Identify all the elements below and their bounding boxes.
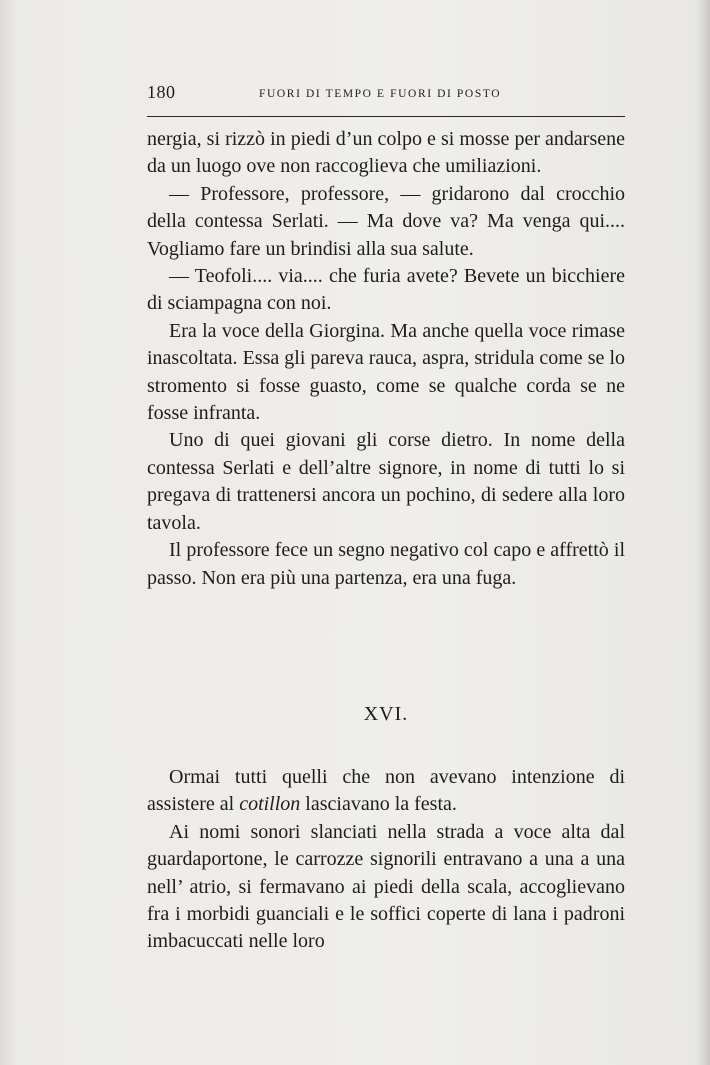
- header-rule: [147, 116, 625, 117]
- text-block-top: [147, 126, 625, 592]
- running-title: FUORI DI TEMPO E FUORI DI POSTO: [259, 88, 502, 100]
- paragraph: nergia, si rizzò in piedi d’un colpo e si mosse per andarsene da un luogo ove non raccoglieva che umiliazioni.: [147, 128, 625, 178]
- paragraph: Era la voce della Giorgina. Ma anche quella voce rimase inascoltata. Essa gli pareva rauca, aspra, stridula come se lo stromento si fosse guasto, come se qualche corda se ne fosse infranta.: [147, 319, 625, 425]
- chapter-heading: XVI.: [363, 703, 409, 725]
- paragraph: — Teofoli.... via.... che furia avete? Bevete un bicchiere di sciampagna con noi.: [147, 265, 625, 315]
- paragraph: Ai nomi sonori slanciati nella strada a voce alta dal guardaportone, le carrozze signorili entravano a una a una nell’ atrio, si fermavano ai piedi della scala, accoglievano fra i morbidi guanciali e le soffici coperte di lana i padroni imbacuccati nelle loro: [147, 820, 625, 953]
- page-number: 180: [147, 82, 176, 102]
- paragraph: Il professore fece un segno negativo col capo e affrettò il passo. Non era più una partenza, era una fuga.: [147, 539, 625, 589]
- text-block-bottom: [147, 764, 625, 956]
- paragraph-text: lasciavano la festa.: [300, 793, 457, 816]
- page-edge-shadow: [696, 0, 710, 1065]
- paragraph: Uno di quei giovani gli corse dietro. In nome della contessa Serlati e dell’altre signore, in nome di tutti lo si pregava di trattenersi ancora un pochino, di sedere alla loro tavola.: [147, 429, 625, 534]
- italic-term: cotillon: [239, 793, 301, 816]
- paragraph: [147, 764, 625, 819]
- paragraph: — Professore, professore, — gridarono dal crocchio della contessa Serlati. — Ma dove va? Ma venga qui.... Vogliamo fare un brindisi alla sua salute.: [147, 182, 625, 260]
- paragraph-text: Ormai tutti quelli che non avevano intenzione di assistere al: [147, 766, 625, 816]
- page-header: [147, 82, 625, 110]
